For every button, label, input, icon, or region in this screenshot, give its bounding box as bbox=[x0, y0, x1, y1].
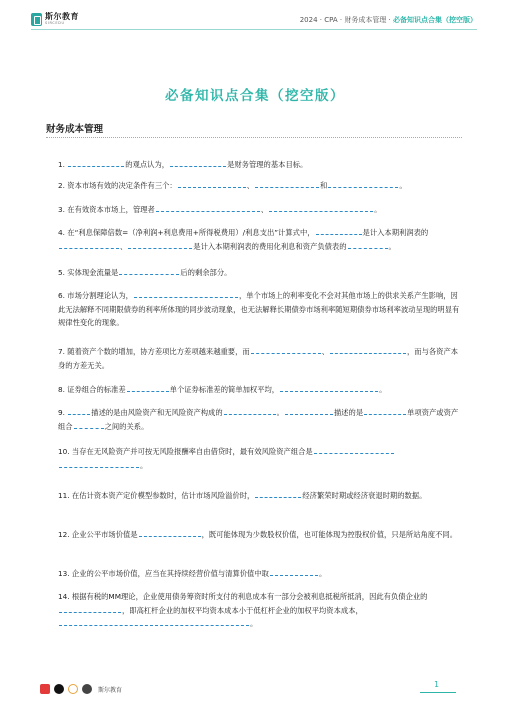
q2-blank-2 bbox=[255, 179, 319, 188]
q13-blank-1 bbox=[270, 567, 318, 576]
footer-social-icons bbox=[40, 684, 122, 694]
header-divider bbox=[31, 29, 477, 30]
q11-text-2: 经济繁荣时期或经济衰退时期的数据。 bbox=[302, 491, 427, 500]
tiktok-icon bbox=[54, 684, 64, 694]
brand-cat-icon bbox=[82, 684, 92, 694]
q9-blank-2 bbox=[224, 406, 276, 415]
q12-blank-1 bbox=[139, 528, 201, 537]
section-divider bbox=[46, 137, 462, 138]
q4-text-4: 是计入本期利润表的费用化利息和资产负债表的 bbox=[193, 241, 347, 251]
q3-blank-1 bbox=[156, 203, 260, 212]
question-1 bbox=[58, 158, 460, 172]
q8-text-2: 单个证券标准差的简单加权平均， bbox=[169, 385, 280, 394]
page-number-underline bbox=[420, 692, 456, 693]
question-3 bbox=[58, 203, 460, 217]
q9-blank-3 bbox=[285, 406, 333, 415]
question-11 bbox=[58, 489, 460, 503]
q9-blank-5 bbox=[74, 420, 104, 429]
question-12 bbox=[58, 528, 460, 542]
q10-text-1: 10. 当存在无风险资产并可按无风险报酬率自由借贷时，最有效风险资产组合是 bbox=[58, 447, 313, 456]
q14-text-1: 14. 根据有税的MM理论，企业使用债务筹资时所支付的利息成本有一部分会被利息抵税所抵消，因此有负债企业的 bbox=[58, 592, 428, 601]
q4-blank-1 bbox=[316, 226, 362, 235]
q7-blank-1 bbox=[251, 345, 321, 354]
q10-blank-2 bbox=[59, 459, 139, 468]
q4-text-3: 、 bbox=[120, 241, 128, 251]
q4-text-2: 是计入本期利润表的 bbox=[362, 228, 429, 237]
q4-text-1: 4. 在“利息保障倍数=（净利润+利息费用+所得税费用）/利息支出”计算式中， bbox=[58, 228, 315, 237]
q1-blank-2 bbox=[170, 158, 226, 167]
q9-text-6: 之间的关系。 bbox=[104, 421, 149, 431]
header-breadcrumb bbox=[300, 15, 477, 25]
document-title: 必备知识点合集（挖空版） bbox=[165, 88, 345, 104]
q2-text-4: 。 bbox=[399, 181, 407, 190]
q3-text-3: 。 bbox=[374, 205, 382, 214]
q13-text-2: 。 bbox=[318, 569, 327, 578]
q8-blank-2 bbox=[280, 383, 378, 392]
q1-text-1: 1. bbox=[58, 160, 68, 169]
weibo-icon bbox=[68, 684, 78, 694]
page-number: 1 bbox=[434, 680, 440, 689]
q2-blank-3 bbox=[328, 179, 398, 188]
q8-text-3: 。 bbox=[379, 385, 387, 394]
q7-text-3: ，而与各资产本身的方差无关。 bbox=[58, 347, 459, 370]
q13-text-1: 13. 企业的公平市场价值，应当在其持续经营价值与清算价值中取 bbox=[58, 569, 269, 578]
question-4 bbox=[58, 226, 460, 253]
q8-blank-1 bbox=[127, 383, 169, 392]
xiaohongshu-icon bbox=[40, 684, 50, 694]
q9-text-5: 单项资产或资产组合 bbox=[58, 408, 459, 431]
question-2 bbox=[58, 179, 460, 193]
question-5 bbox=[58, 266, 460, 280]
q10-text-2: 。 bbox=[140, 460, 148, 470]
section-title: 财务成本管理 bbox=[46, 124, 104, 135]
logo-name: 斯尔教育 bbox=[45, 12, 79, 22]
question-7 bbox=[58, 345, 460, 372]
q4-text-5: 。 bbox=[388, 241, 396, 251]
q12-text-1: 12. 企业公平市场价值是 bbox=[58, 530, 138, 539]
q6-text-2: ，单个市场上的利率变化不会对其他市场上的供求关系产生影响，因此无法解释不同期限债券的利率所体现的同步波动现象，也无法解释长期债券市场利率随短期债券市场利率波动呈现的明显有规律性变化的现象。 bbox=[58, 291, 460, 327]
q3-text-2: 、 bbox=[260, 205, 269, 214]
q9-blank-4 bbox=[364, 406, 406, 415]
logo-subtitle: SIRCEDU bbox=[45, 21, 65, 26]
q2-blank-1 bbox=[178, 179, 246, 188]
q11-blank-1 bbox=[255, 489, 301, 498]
q14-text-2: ，即高杠杆企业的加权平均资本成本小于低杠杆企业的加权平均资本成本， bbox=[122, 605, 363, 615]
question-13 bbox=[58, 567, 460, 581]
question-6 bbox=[58, 289, 460, 330]
q9-text-1: 9. bbox=[58, 408, 68, 417]
question-8 bbox=[58, 383, 460, 397]
q5-blank-1 bbox=[119, 266, 179, 275]
q4-blank-2 bbox=[59, 240, 119, 249]
q6-blank-1 bbox=[134, 289, 238, 298]
q14-blank-2 bbox=[59, 617, 249, 626]
q12-text-2: ，既可能体现为少数股权价值，也可能体现为控股权价值，只是所站角度不同。 bbox=[201, 530, 457, 539]
logo-icon bbox=[31, 13, 42, 26]
q14-blank-1 bbox=[59, 604, 121, 613]
question-14 bbox=[58, 590, 460, 631]
breadcrumb-highlight: 必备知识点合集（挖空版） bbox=[393, 16, 477, 24]
q4-blank-4 bbox=[348, 240, 388, 249]
q2-text-2: 、 bbox=[246, 181, 255, 190]
q3-text-1: 3. 在有效资本市场上，管理者 bbox=[58, 205, 155, 214]
q2-text-1: 2. 资本市场有效的决定条件有三个： bbox=[58, 181, 177, 190]
q2-text-3: 和 bbox=[320, 181, 328, 190]
q1-text-2: 的观点认为， bbox=[125, 160, 170, 169]
q5-text-2: 后的剩余部分。 bbox=[180, 268, 232, 277]
q6-text-1: 6. 市场分割理论认为， bbox=[58, 291, 133, 300]
q3-blank-2 bbox=[269, 203, 373, 212]
question-9 bbox=[58, 406, 460, 433]
breadcrumb-text: 2024 · CPA · 财务成本管理 · bbox=[299, 16, 393, 24]
q4-blank-3 bbox=[128, 240, 192, 249]
q14-text-3: 。 bbox=[250, 619, 258, 628]
footer-brand: 斯尔教育 bbox=[98, 686, 123, 694]
q7-text-2: 、 bbox=[321, 347, 329, 356]
q9-blank-1 bbox=[68, 406, 90, 415]
q10-blank-1 bbox=[314, 445, 394, 454]
question-10 bbox=[58, 445, 460, 472]
q7-blank-2 bbox=[330, 345, 406, 354]
q11-text-1: 11. 在估计资本资产定价模型参数时，估计市场风险溢价时， bbox=[58, 491, 255, 500]
q5-text-1: 5. 实体现金流量是 bbox=[58, 268, 119, 277]
q9-text-2: 描述的是由风险资产和无风险资产构成的 bbox=[91, 408, 223, 417]
q8-text-1: 8. 证券组合的标准差 bbox=[58, 385, 126, 394]
q9-text-3: 。 bbox=[276, 408, 284, 417]
q1-text-3: 是财务管理的基本目标。 bbox=[227, 160, 308, 169]
q9-text-4: 描述的是 bbox=[333, 408, 364, 417]
logo bbox=[31, 13, 79, 26]
q1-blank-1 bbox=[68, 158, 124, 167]
q7-text-1: 7. 随着资产个数的增加，协方差项比方差项越来越重要，而 bbox=[58, 347, 250, 356]
